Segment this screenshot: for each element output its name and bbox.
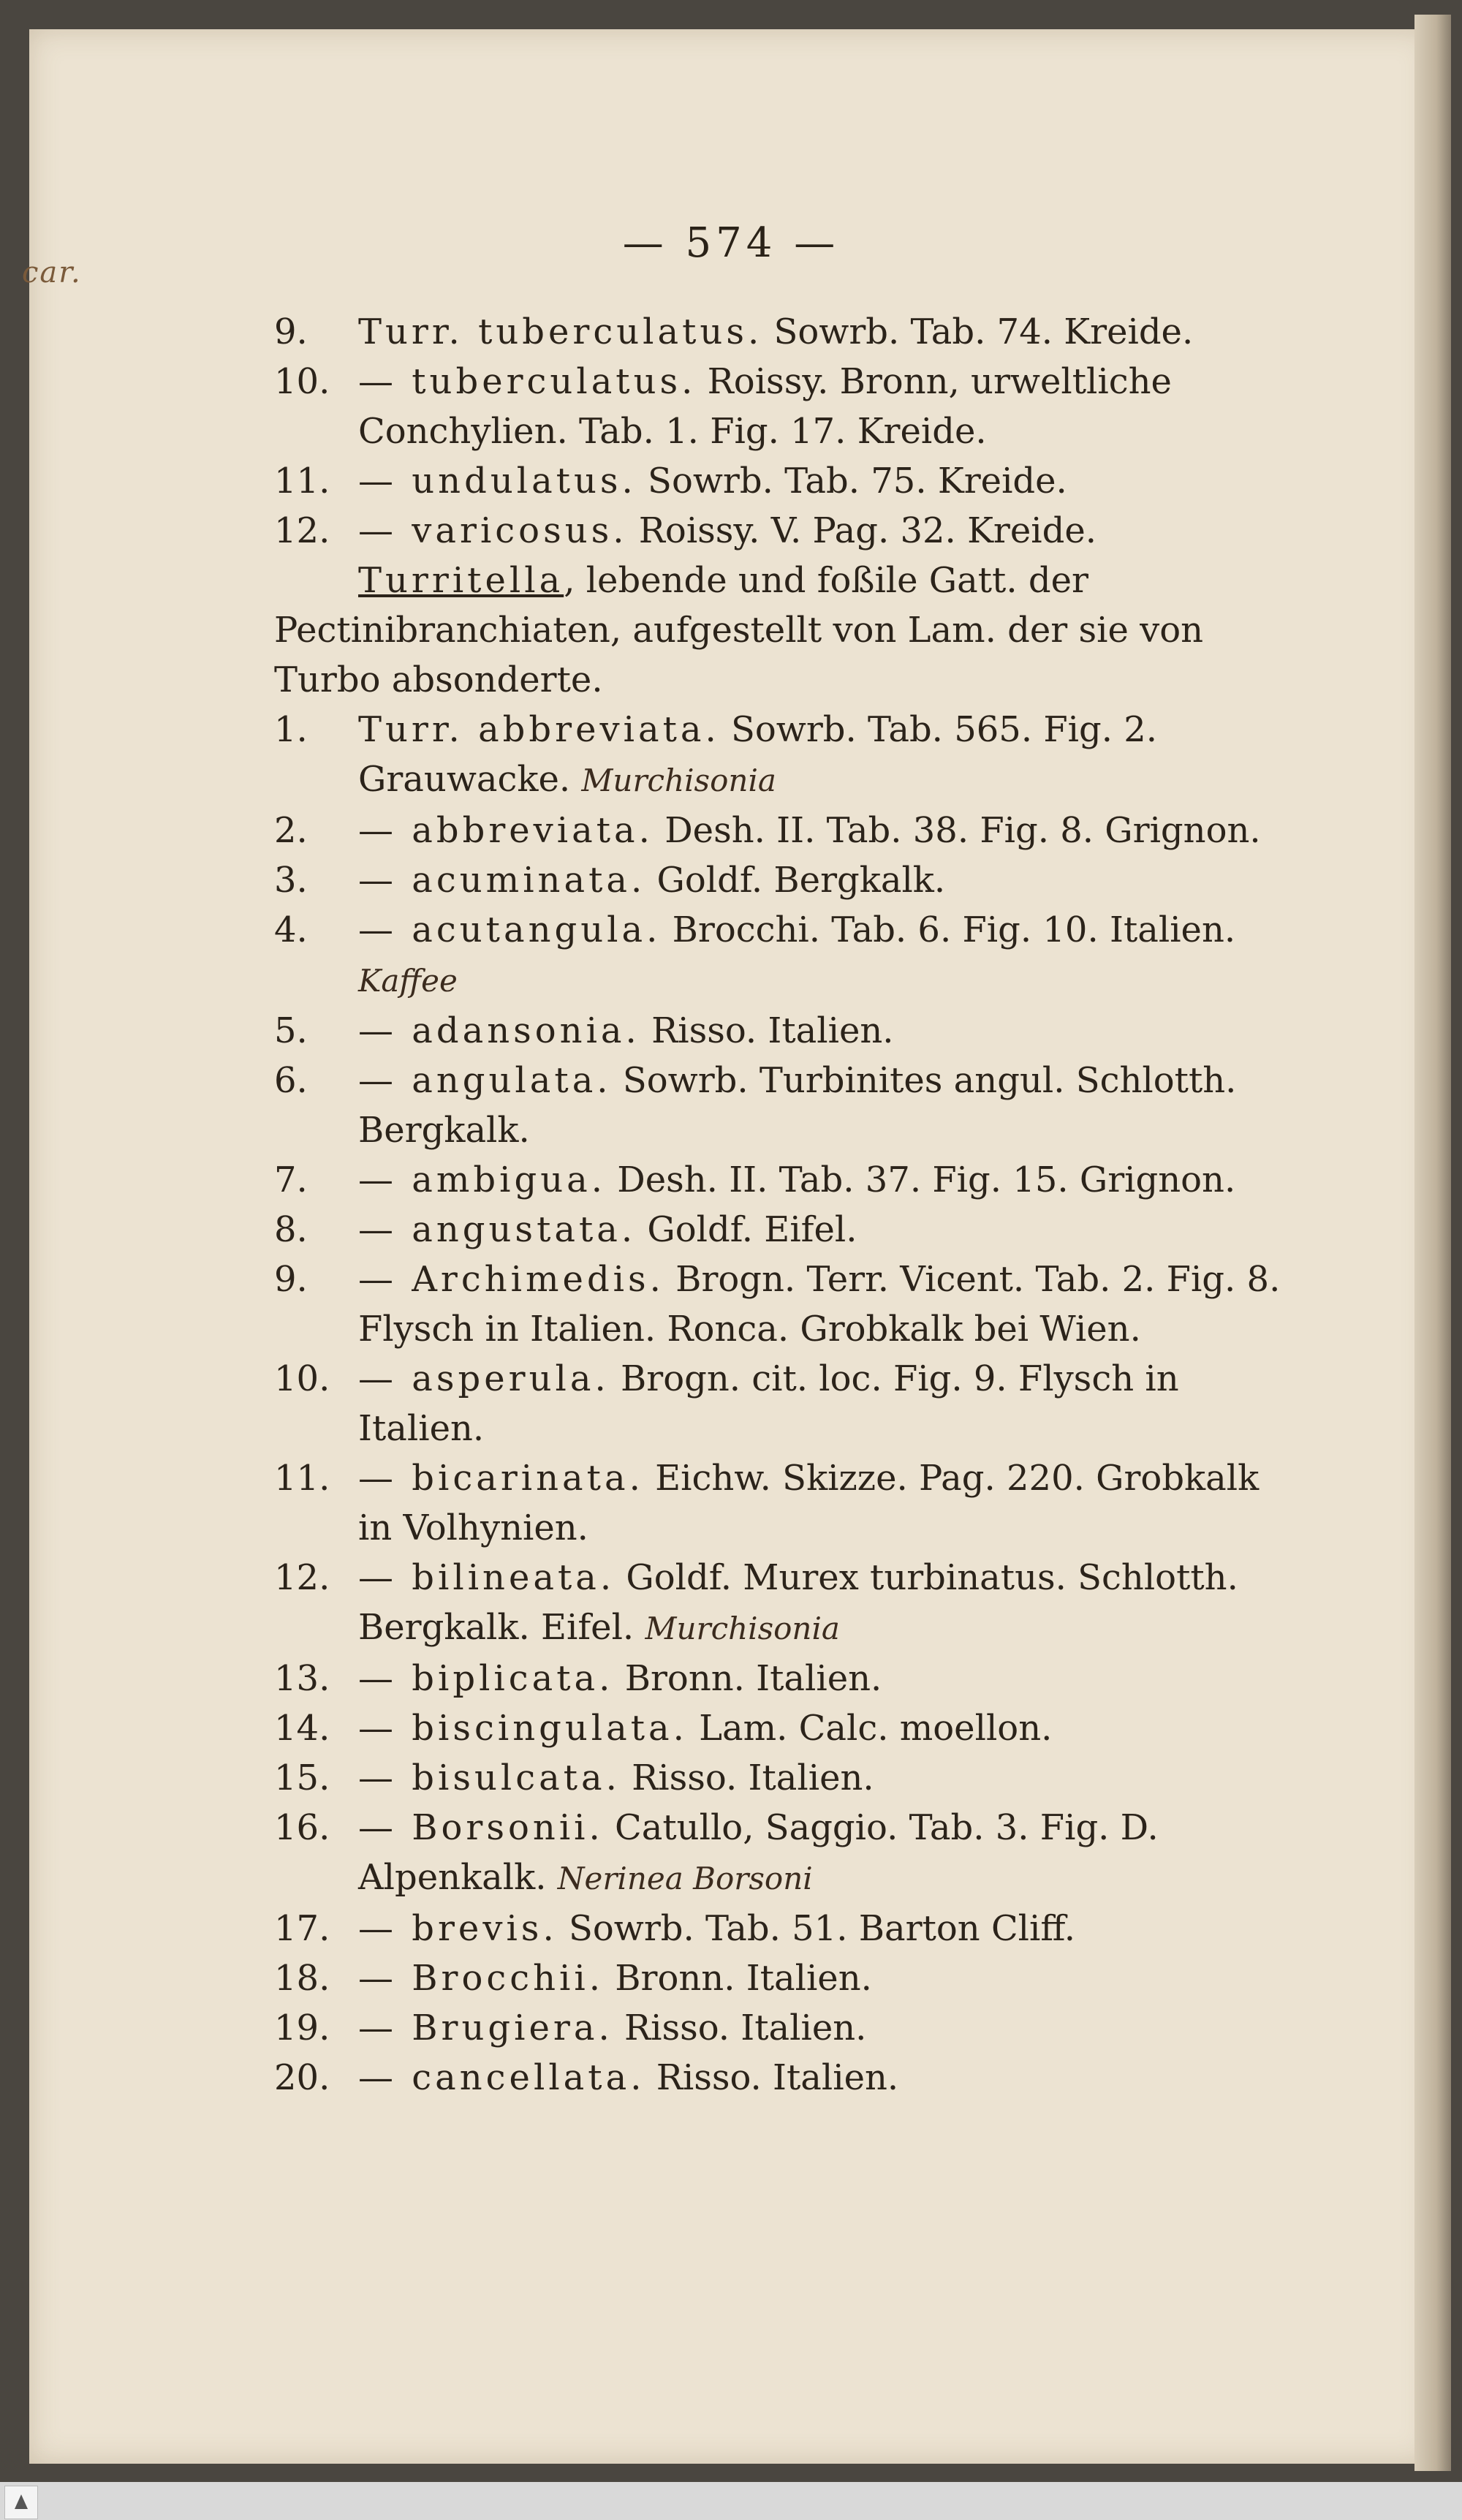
species-entry: 8. — angustata. Goldf. Eifel. <box>274 1209 857 1250</box>
species-entry: 17. — brevis. Sowrb. Tab. 51. Barton Cliff. <box>274 1908 1076 1949</box>
entry-10: 10. — tuberculatus. Roissy. Bronn, urweltliche Conchylien. Tab. 1. Fig. 17. Kreide. <box>274 361 1172 452</box>
species-entry: 15. — bisulcata. Risso. Italien. <box>274 1757 874 1798</box>
entry-9: 9. Turr. tuberculatus. Sowrb. Tab. 74. Kreide. <box>274 311 1194 352</box>
page-text <box>274 307 1298 2103</box>
species-entry: 19. — Brugiera. Risso. Italien. <box>274 2008 867 2048</box>
entry-12: 12. — varicosus. Roissy. V. Pag. 32. Kreide. <box>274 510 1097 551</box>
species-entry: 2. — abbreviata. Desh. II. Tab. 38. Fig. 8. Grignon. <box>274 810 1261 851</box>
species-entry: 1. Turr. abbreviata. Sowrb. Tab. 565. Fig. 2. Grauwacke. Murchisonia <box>274 709 1158 800</box>
species-list <box>274 705 1298 2103</box>
species-entry: 18. — Brocchii. Bronn. Italien. <box>274 1958 872 1999</box>
page-number: — 574 — <box>622 219 840 267</box>
viewer-bottom-bar <box>0 2482 1462 2520</box>
species-entry: 10. — asperula. Brogn. cit. loc. Fig. 9. Flysch in Italien. <box>274 1358 1179 1449</box>
species-entry: 14. — biscingulata. Lam. Calc. moellon. <box>274 1708 1053 1749</box>
entry-11: 11. — undulatus. Sowrb. Tab. 75. Kreide. <box>274 461 1067 502</box>
species-entry: 12. — bilineata. Goldf. Murex turbinatus. Schlotth. Bergkalk. Eifel. Murchisonia <box>274 1557 1238 1648</box>
handwritten-note: Kaffee <box>358 963 458 999</box>
genus-title: Turritella <box>358 560 564 601</box>
library-logo-icon <box>4 2486 38 2519</box>
species-entry: 20. — cancellata. Risso. Italien. <box>274 2057 899 2098</box>
species-entry: 13. — biplicata. Bronn. Italien. <box>274 1658 882 1699</box>
species-entry: 6. — angulata. Sowrb. Turbinites angul. Schlotth. Bergkalk. <box>274 1060 1237 1151</box>
genus-paragraph: Turritella, lebende und foßile Gatt. der Pectinibranchiaten, aufgestellt von Lam. der sie von Turbo absonderte. <box>274 560 1204 700</box>
handwritten-note: Murchisonia <box>581 763 776 798</box>
handwritten-note: Murchisonia <box>645 1611 840 1646</box>
species-entry: 7. — ambigua. Desh. II. Tab. 37. Fig. 15. Grignon. <box>274 1159 1236 1200</box>
species-entry: 16. — Borsonii. Catullo, Saggio. Tab. 3. Fig. D. Alpenkalk. Nerinea Borsoni <box>274 1807 1159 1898</box>
species-entry: 4. — acutangula. Brocchi. Tab. 6. Fig. 10. Italien. Kaffee <box>274 909 1236 999</box>
species-entry: 5. — adansonia. Risso. Italien. <box>274 1010 894 1051</box>
species-entry: 3. — acuminata. Goldf. Bergkalk. <box>274 860 946 901</box>
species-entry: 9. — Archimedis. Brogn. Terr. Vicent. Tab. 2. Fig. 8. Flysch in Italien. Ronca. Grobkalk bei Wien. <box>274 1259 1281 1350</box>
handwritten-note: Nerinea Borsoni <box>557 1861 813 1896</box>
page-edge <box>1414 15 1451 2471</box>
margin-annotation: car. <box>22 256 82 290</box>
species-entry: 11. — bicarinata. Eichw. Skizze. Pag. 220. Grobkalk in Volhynien. <box>274 1458 1260 1548</box>
